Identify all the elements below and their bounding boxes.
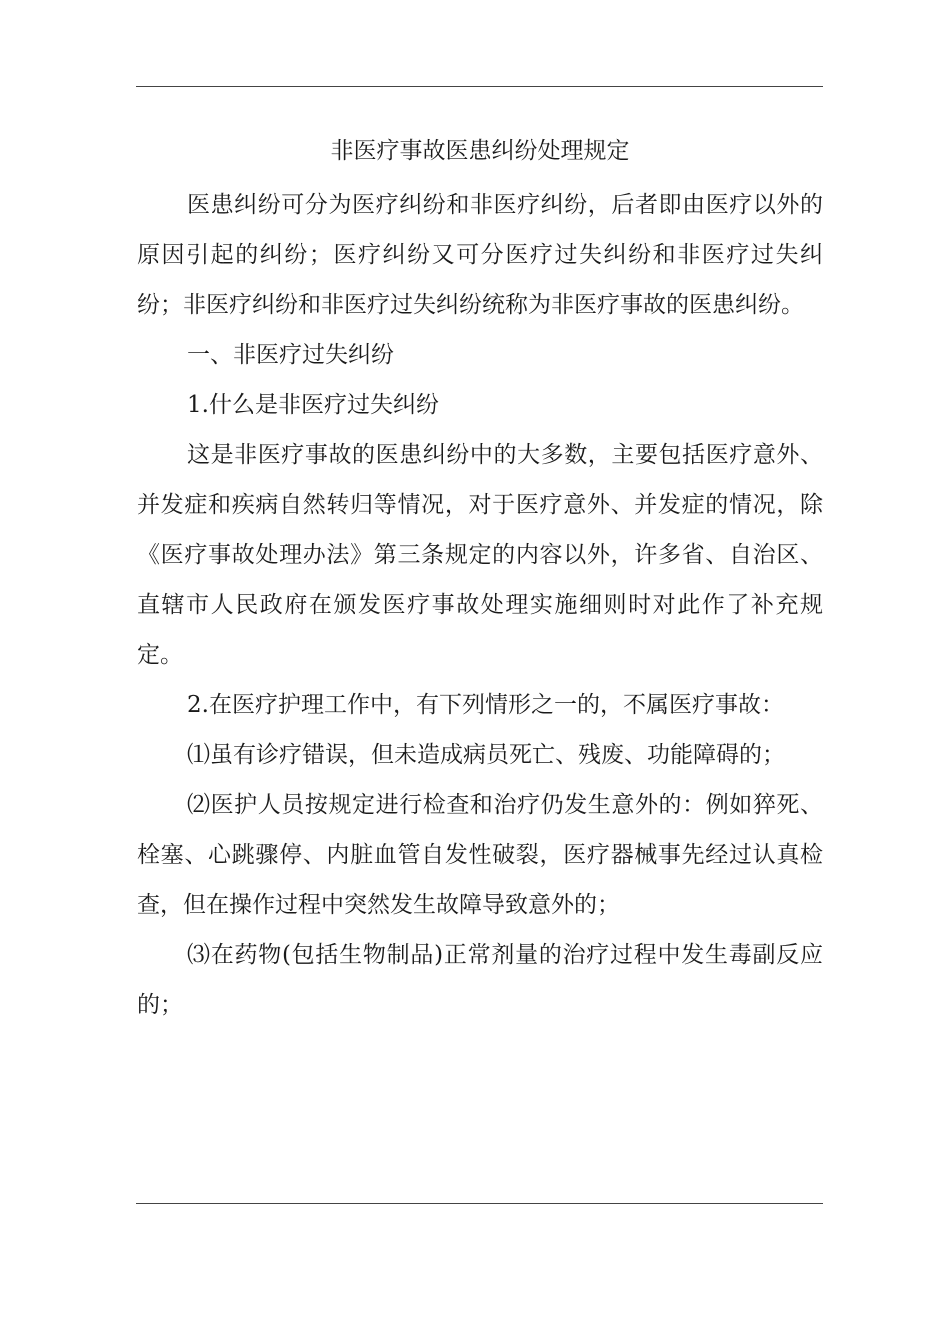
paragraph-definition: 这是非医疗事故的医患纠纷中的大多数，主要包括医疗意外、并发症和疾病自然转归等情况，对于医疗意外、并发症的情况，除《医疗事故处理办法》第三条规定的内容以外，许多省、自治区、直辖市人民政府在颁发医疗事故处理实施细则时对此作了补充规定。	[137, 442, 823, 668]
subsection-heading-2: 2.在医疗护理工作中，有下列情形之一的，不属医疗事故：	[187, 692, 784, 718]
paragraph-intro: 医患纠纷可分为医疗纠纷和非医疗纠纷，后者即由医疗以外的原因引起的纠纷；医疗纠纷又可分医疗过失纠纷和非医疗过失纠纷；非医疗纠纷和非医疗过失纠纷统称为非医疗事故的医患纠纷。	[137, 192, 823, 318]
document-body	[137, 126, 823, 1030]
footer-rule	[136, 1203, 823, 1204]
header-rule	[136, 86, 823, 87]
subsection-heading-1: 1.什么是非医疗过失纠纷	[187, 392, 439, 418]
document-title: 非医疗事故医患纠纷处理规定	[330, 138, 630, 164]
list-item-2: ⑵医护人员按规定进行检查和治疗仍发生意外的：例如猝死、栓塞、心跳骤停、内脏血管自发性破裂，医疗器械事先经过认真检查，但在操作过程中突然发生故障导致意外的；	[137, 792, 823, 918]
section-heading-1: 一、非医疗过失纠纷	[187, 342, 394, 368]
list-item-3: ⑶在药物(包括生物制品)正常剂量的治疗过程中发生毒副反应的；	[137, 942, 823, 1018]
list-item-1: ⑴虽有诊疗错误，但未造成病员死亡、残废、功能障碍的；	[187, 742, 785, 768]
